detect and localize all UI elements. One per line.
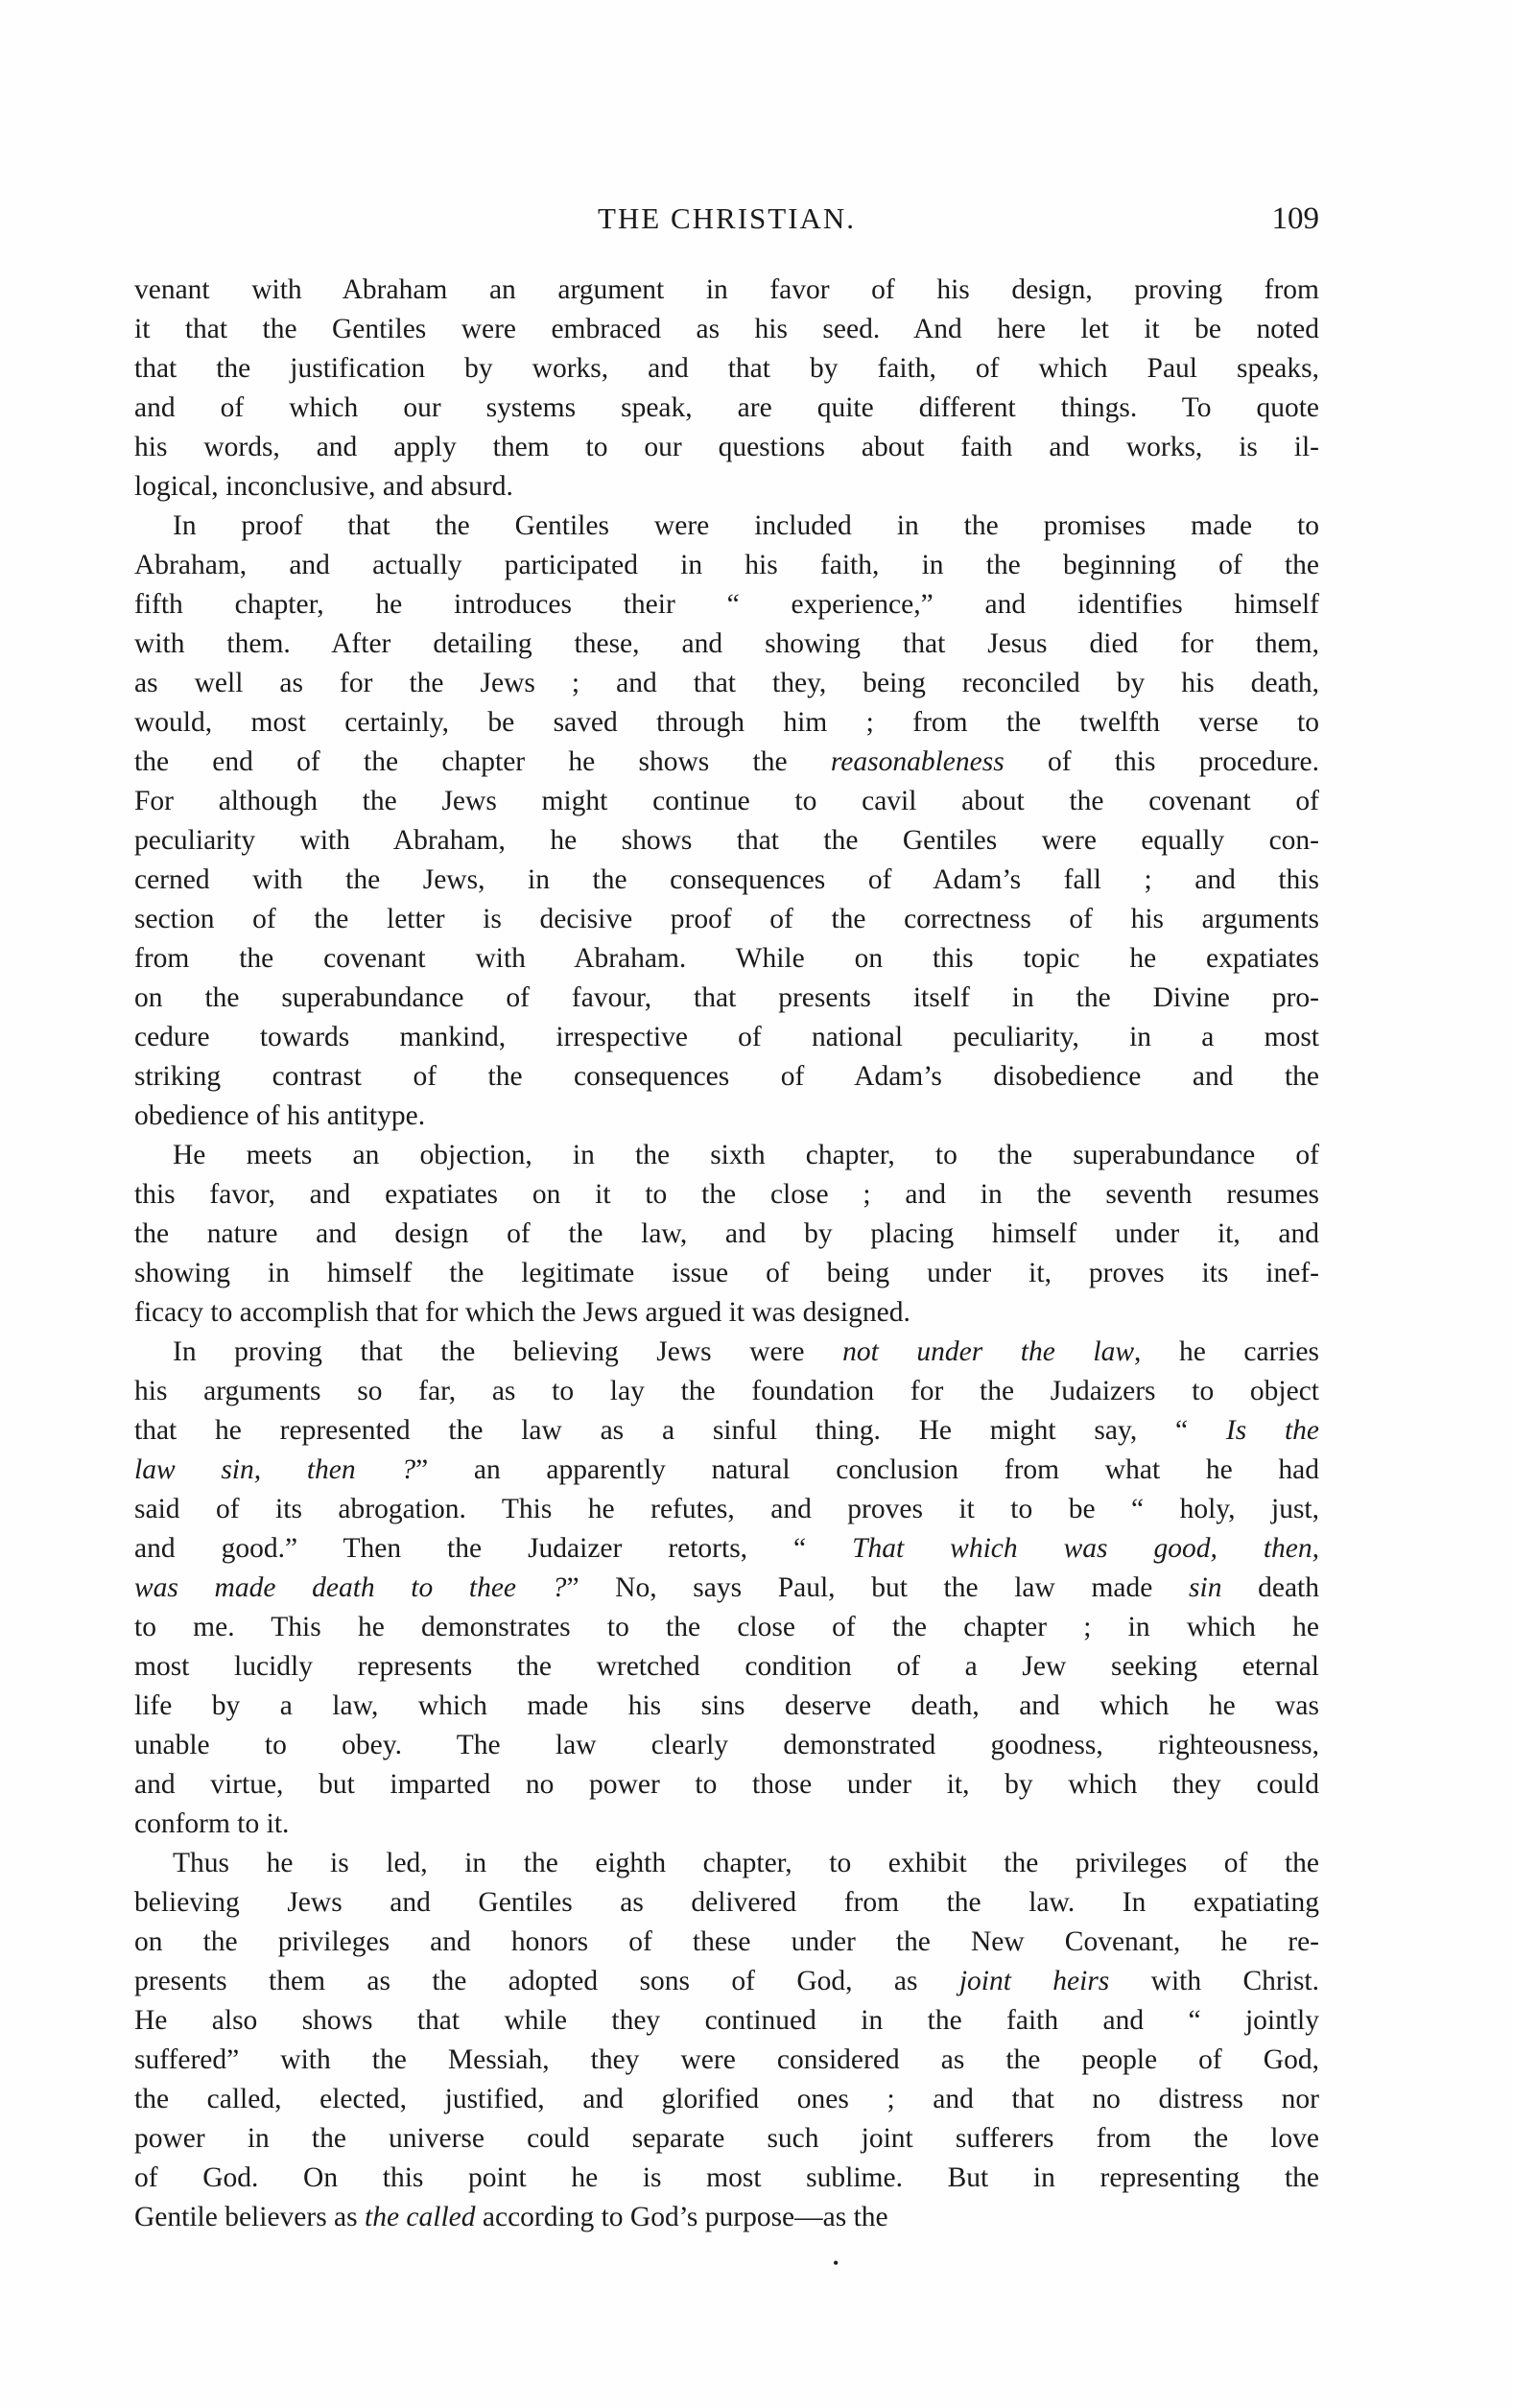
text-line (134, 271, 1319, 310)
text-run: showing in himself the legitimate issue of being under it, proves its inef- (134, 1258, 1319, 1288)
text-run: Abraham, and actually participated in his faith, in the beginning of the (134, 550, 1319, 580)
paragraph (134, 1844, 1319, 2237)
text-line (134, 1883, 1319, 1923)
text-run: according to God’s purpose—as the (475, 2202, 888, 2232)
italic-text: sin (1189, 1572, 1222, 1603)
text-run: and virtue, but imparted no power to those under it, by which they could (134, 1769, 1319, 1800)
text-run: his arguments so far, as to lay the foundation for the Judaizers to object (134, 1376, 1319, 1406)
running-title: THE CHRISTIAN. (597, 201, 857, 235)
text-run: Thus he is led, in the eighth chapter, to exhibit the privileges of the (173, 1848, 1319, 1878)
paragraph (134, 1333, 1319, 1844)
text-run: believing Jews and Gentiles as delivered from the law. In expatiating (134, 1887, 1319, 1918)
text-run: striking contrast of the consequences of Adam’s disobedience and the (134, 1061, 1319, 1092)
text-line (134, 782, 1319, 821)
text-line (134, 1293, 1319, 1333)
text-run: power in the universe could separate such joint sufferers from the love (134, 2123, 1319, 2154)
text-run: ficacy to accomplish that for which the Jews argued it was designed. (134, 1297, 910, 1328)
text-line (134, 1175, 1319, 1215)
page-number: 109 (1271, 201, 1319, 236)
text-line (134, 861, 1319, 900)
text-run: ” an apparently natural conclusion from what he had (415, 1454, 1319, 1485)
text-line (134, 2001, 1319, 2041)
text-line (134, 1923, 1319, 1962)
text-line (134, 1687, 1319, 1726)
italic-text: law sin, then ? (134, 1454, 416, 1485)
text-line (134, 1451, 1319, 1490)
text-line (134, 1057, 1319, 1097)
text-run: that the justification by works, and that by faith, of which Paul speaks, (134, 353, 1319, 384)
text-run: this favor, and expatiates on it to the close ; and in the seventh resumes (134, 1179, 1319, 1210)
text-line (134, 625, 1319, 664)
text-line (134, 743, 1319, 782)
paragraph (134, 1136, 1319, 1333)
text-line (134, 428, 1319, 467)
text-line (134, 1333, 1319, 1372)
text-run: In proving that the believing Jews were (173, 1336, 843, 1367)
text-run: cerned with the Jews, in the consequences of Adam’s fall ; and this (134, 864, 1319, 895)
text-line (134, 1490, 1319, 1529)
text-run: presents them as the adopted sons of God, as (134, 1966, 959, 1996)
text-run: the end of the chapter he shows the (134, 746, 831, 777)
body-text (134, 271, 1319, 2237)
text-line (134, 1411, 1319, 1451)
text-run: to me. This he demonstrates to the close of the chapter ; in which he (134, 1612, 1319, 1642)
text-line (134, 349, 1319, 389)
text-run: suffered” with the Messiah, they were considered as the people of God, (134, 2044, 1319, 2075)
text-line (134, 1962, 1319, 2001)
text-run: that he represented the law as a sinful thing. He might say, “ (134, 1415, 1226, 1446)
text-run: Gentile believers as (134, 2202, 366, 2232)
text-run: and of which our systems speak, are quite different things. To quote (134, 392, 1319, 423)
text-run: would, most certainly, be saved through him ; from the twelfth verse to (134, 707, 1319, 738)
text-run: with them. After detailing these, and showing that Jesus died for them, (134, 628, 1319, 659)
text-line (134, 1372, 1319, 1411)
text-run: venant with Abraham an argument in favor of his design, proving from (134, 274, 1319, 305)
text-line (134, 1569, 1319, 1608)
text-line (134, 1805, 1319, 1844)
text-run: , he carries (1134, 1336, 1319, 1367)
text-line (134, 2198, 1319, 2237)
text-line (134, 1529, 1319, 1569)
text-run: death (1221, 1572, 1319, 1603)
text-line (134, 1254, 1319, 1293)
text-run: the called, elected, justified, and glorified ones ; and that no distress nor (134, 2084, 1319, 2114)
text-line (134, 1765, 1319, 1805)
text-run: ” No, says Paul, but the law made (566, 1572, 1190, 1603)
paragraph (134, 271, 1319, 507)
text-line (134, 703, 1319, 743)
text-run: the nature and design of the law, and by placing himself under it, and (134, 1218, 1319, 1249)
text-run: conform to it. (134, 1808, 290, 1839)
text-run: logical, inconclusive, and absurd. (134, 471, 513, 502)
text-line (134, 1726, 1319, 1765)
italic-text: That which was good, then, (852, 1533, 1319, 1564)
text-run: For although the Jews might continue to cavil about the covenant of (134, 786, 1319, 816)
text-run: most lucidly represents the wretched condition of a Jew seeking eternal (134, 1651, 1319, 1682)
text-line (134, 2041, 1319, 2080)
text-line (134, 585, 1319, 625)
text-run: He also shows that while they continued in the faith and “ jointly (134, 2005, 1319, 2036)
italic-text: not under the law (842, 1336, 1135, 1367)
text-line (134, 2159, 1319, 2198)
italic-text: was made death to thee ? (134, 1572, 567, 1603)
text-line (134, 1018, 1319, 1057)
text-line (134, 1215, 1319, 1254)
text-line (134, 939, 1319, 979)
text-line (134, 1136, 1319, 1175)
signature-mark: • (833, 2254, 839, 2273)
text-run: life by a law, which made his sins deserve death, and which he was (134, 1690, 1319, 1721)
text-run: from the covenant with Abraham. While on this topic he expatiates (134, 943, 1319, 974)
text-line (134, 467, 1319, 507)
text-run: and good.” Then the Judaizer retorts, “ (134, 1533, 853, 1564)
text-line (134, 507, 1319, 546)
text-run: obedience of his antitype. (134, 1100, 426, 1131)
text-run: it that the Gentiles were embraced as his seed. And here let it be noted (134, 314, 1319, 344)
text-run: He meets an objection, in the sixth chapter, to the superabundance of (173, 1140, 1319, 1170)
text-run: with Christ. (1109, 1966, 1319, 1996)
text-line (134, 546, 1319, 585)
text-line (134, 1647, 1319, 1687)
text-run: said of its abrogation. This he refutes, and proves it to be “ holy, just, (134, 1494, 1319, 1524)
text-line (134, 900, 1319, 939)
text-line (134, 310, 1319, 349)
text-run: on the superabundance of favour, that presents itself in the Divine pro- (134, 982, 1319, 1013)
text-line (134, 1844, 1319, 1883)
paragraph (134, 507, 1319, 1136)
text-run: fifth chapter, he introduces their “ experience,” and identifies himself (134, 589, 1319, 620)
text-line (134, 979, 1319, 1018)
text-run: unable to obey. The law clearly demonstrated goodness, righteousness, (134, 1730, 1319, 1760)
italic-text: the called (365, 2202, 476, 2232)
text-run: his words, and apply them to our questions about faith and works, is il- (134, 432, 1319, 462)
text-line (134, 389, 1319, 428)
italic-text: Is the (1225, 1415, 1319, 1446)
text-line (134, 2080, 1319, 2119)
text-line (134, 1608, 1319, 1647)
text-line (134, 2119, 1319, 2159)
text-run: on the privileges and honors of these under the New Covenant, he re- (134, 1926, 1319, 1957)
running-head (134, 195, 1319, 243)
text-line (134, 821, 1319, 861)
italic-text: joint heirs (958, 1966, 1110, 1996)
text-run: section of the letter is decisive proof of the correctness of his arguments (134, 904, 1319, 934)
text-line (134, 664, 1319, 703)
text-run: of God. On this point he is most sublime. But in representing the (134, 2162, 1319, 2193)
text-run: of this procedure. (1004, 746, 1319, 777)
text-line (134, 1097, 1319, 1136)
text-run: In proof that the Gentiles were included in the promises made to (173, 510, 1319, 541)
text-run: as well as for the Jews ; and that they, being reconciled by his death, (134, 668, 1319, 698)
text-run: cedure towards mankind, irrespective of national peculiarity, in a most (134, 1022, 1319, 1052)
italic-text: reasonableness (830, 746, 1005, 777)
text-run: peculiarity with Abraham, he shows that the Gentiles were equally con- (134, 825, 1319, 856)
